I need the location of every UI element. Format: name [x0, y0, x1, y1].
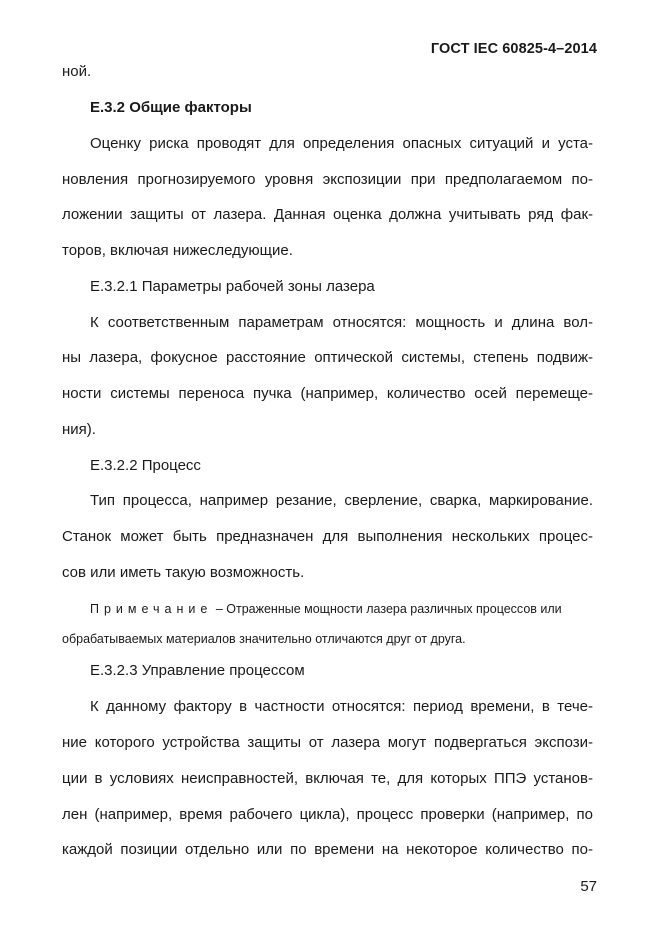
- text-line: новления прогнозируемого уровня экспозиции при предполагаемом по-: [62, 171, 593, 188]
- page-number: 57: [580, 878, 597, 895]
- text-line: Тип процесса, например резание, сверление, сварка, маркирование.: [90, 492, 593, 509]
- text-line: ны лазера, фокусное расстояние оптической системы, степень подвиж-: [62, 349, 593, 366]
- text-line: торов, включая нижеследующие.: [62, 242, 293, 259]
- text-line: каждой позиции отдельно или по времени на некоторое количество по-: [62, 841, 593, 858]
- text-line: К данному фактору в частности относятся: период времени, в тече-: [90, 698, 593, 715]
- document-header: ГОСТ IEC 60825-4–2014: [430, 41, 597, 57]
- text-line: ции в условиях неисправностей, включая те, для которых ППЭ установ-: [62, 770, 593, 787]
- text-line: ной.: [62, 63, 92, 80]
- text-line: сов или иметь такую возможность.: [62, 564, 305, 581]
- text-line: Станок может быть предназначен для выполнения нескольких процес-: [62, 528, 593, 545]
- subsection-heading: Е.3.2.2 Процесс: [90, 457, 201, 474]
- text-line: лен (например, время рабочего цикла), процесс проверки (например, по: [62, 806, 593, 823]
- text-line: ложении защиты от лазера. Данная оценка должна учитывать ряд фак-: [62, 206, 593, 223]
- text-line: ние которого устройства защиты от лазера могут подвергаться экспози-: [62, 734, 593, 751]
- note-label: Примечание: [90, 602, 213, 616]
- text-line: ности системы переноса пучка (например, количество осей перемеще-: [62, 385, 593, 402]
- subsection-heading: Е.3.2.3 Управление процессом: [90, 662, 305, 679]
- note-text: – Отраженные мощности лазера различных процессов или: [212, 602, 562, 616]
- note-line: обрабатываемых материалов значительно отличаются друг от друга.: [62, 632, 466, 646]
- text-line: Оценку риска проводят для определения опасных ситуаций и уста-: [90, 135, 593, 152]
- note-line: [90, 600, 593, 618]
- text-line: ния).: [62, 421, 96, 438]
- section-heading: Е.3.2 Общие факторы: [90, 99, 252, 116]
- text-line: К соответственным параметрам относятся: мощность и длина вол-: [90, 314, 593, 331]
- subsection-heading: Е.3.2.1 Параметры рабочей зоны лазера: [90, 278, 375, 295]
